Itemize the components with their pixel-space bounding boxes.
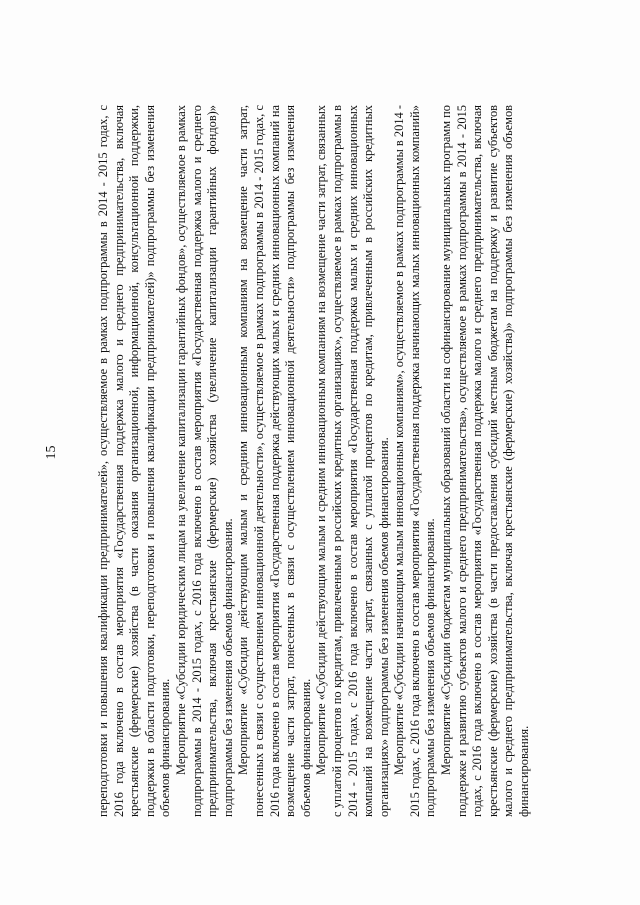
paragraph-innovation-costs: Мероприятие «Субсидии действующим малым и средним инновационным компаниям на возмещение части затрат, понесенных в связи с осуществлением инновационной деятельности», осуществляемое в рамках подпрограммы в 2014 - 2015 годах, с 2016 года включено в состав мероприятия «Государственная поддержка действующих малых и средних инновационных компаний на возмещение части затрат, понесенных в связи с осуществлением инновационной деятельности» подпрограммы без изменения объемов финансирования. xyxy=(236,105,313,817)
paragraph-municipal-programs: Мероприятие «Субсидии бюджетам муниципальных образований области на софинансирование муниципальных программ по поддержке и развитию субъектов малого и среднего предпринимательства», осуществляемое в рамках подпрограммы в 2014 - 2015 годах, с 2016 года включено в состав мероприятия «Государственная поддержка малого и среднего предпринимательства, включая крестьянские (фермерские) хозяйства (в части предоставления субсидий местным бюджетам на поддержку и развитие субъектов малого и среднего предпринимательства, включая крестьянские (фермерские) хозяйства)» подпрограммы без изменения объемов финансирования. xyxy=(439,105,532,817)
paragraph-continuation: переподготовки и повышения квалификации предпринимателей», осуществляемое в рамках подпрограммы в 2014 - 2015 годах, с 2016 года включено в состав мероприятия «Государственная поддержка малого и среднего предпринимательства, включая крестьянские (фермерские) хозяйства (в части оказания организационной, информационной, консультационной поддержки, поддержки в области подготовки, переподготовки и повышения квалификации предпринимателей)» подпрограммы без изменения объемов финансирования. xyxy=(96,105,173,817)
paragraph-startup-innovation: Мероприятие «Субсидии начинающим малым инновационным компаниям», осуществляемое в рамках подпрограммы в 2014 - 2015 годах, с 2016 года включено в состав мероприятия «Государственная поддержка начинающих малых инновационных компаний» подпрограммы без изменения объемов финансирования. xyxy=(392,105,438,817)
body-text xyxy=(96,105,533,817)
paragraph-credit-interest: Мероприятие «Субсидии действующим малым и средним инновационным компаниям на возмещение части затрат, связанных с уплатой процентов по кредитам, привлеченным в российских кредитных организациях», осуществляемое в рамках подпрограммы в 2014 - 2015 годах, с 2016 года включено в состав мероприятия «Государственная поддержка малых и средних инновационных компаний на возмещение части затрат, связанных с уплатой процентов по кредитам, привлеченным в российских кредитных организациях» подпрограммы без изменения объемов финансирования. xyxy=(314,105,391,817)
page-number: 15 xyxy=(44,445,59,460)
paragraph-guarantee-funds: Мероприятие «Субсидии юридическим лицам на увеличение капитализации гарантийных фондов», осуществляемое в рамках подпрограммы в 2014 - 2015 годах, с 2016 года включено в состав мероприятия «Государственная поддержка малого и среднего предпринимательства, включая крестьянские (фермерские) хозяйства (увеличение капитализации гарантийных фондов)» подпрограммы без изменения объемов финансирования. xyxy=(173,105,235,817)
